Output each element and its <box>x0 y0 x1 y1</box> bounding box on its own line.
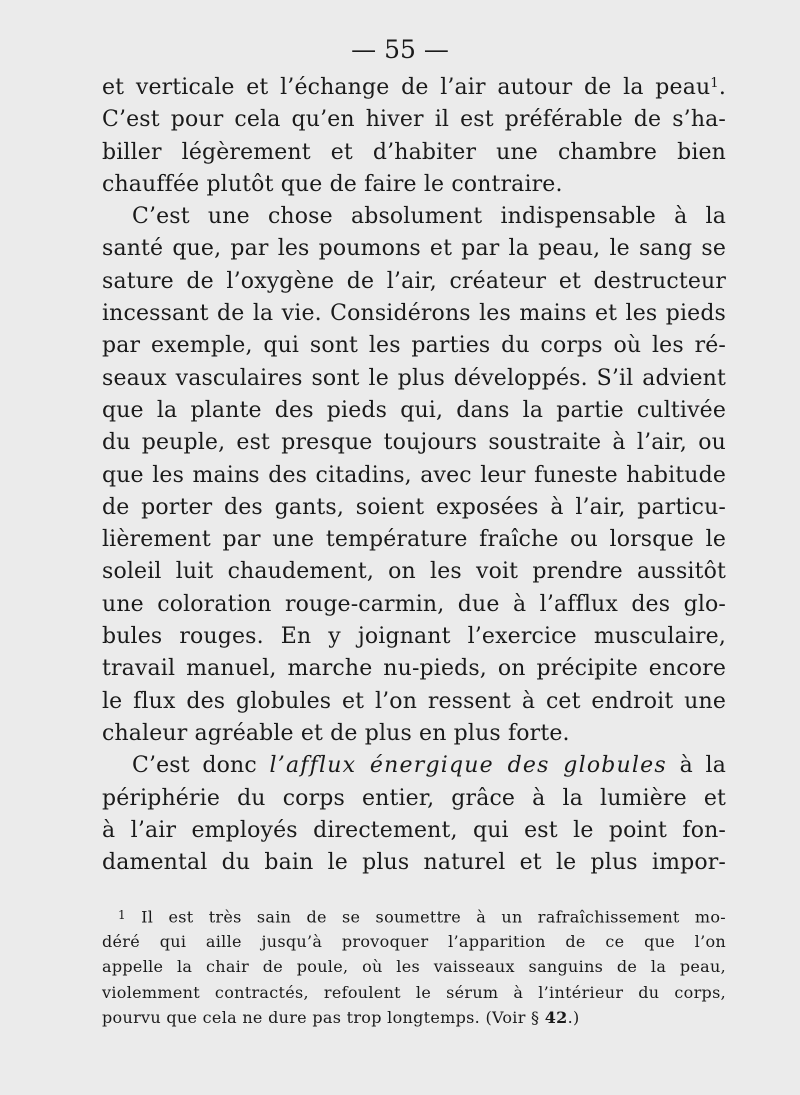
text-line: que la plante des pieds qui, dans la partie cultivée <box>102 397 726 423</box>
text-line: lièrement par une température fraîche ou lorsque le <box>102 527 726 553</box>
page-number: — 55 — <box>351 35 449 64</box>
text-line: seaux vasculaires sont le plus développés. S’il advient <box>102 365 726 391</box>
text-line: et verticale et l’échange de l’air autour de la peau$^1$. <box>102 75 726 100</box>
text-line: soleil luit chaudement, on les voit prendre aussitôt <box>102 559 726 585</box>
text-line: bules rouges. En y joignant l’exercice musculaire, <box>102 624 726 650</box>
text-line: chauffée plutôt que de faire le contraire. <box>102 171 563 197</box>
footnote-line: déré qui aille jusqu’à provoquer l’apparition de ce que l’on <box>102 931 726 951</box>
text-line: à l’air employés directement, qui est le point fon- <box>102 817 726 843</box>
text-line: périphérie du corps entier, grâce à la lumière et <box>102 785 726 811</box>
footnote-line: $^1$ Il est très sain de se soumettre à un rafraîchissement mo- <box>118 907 726 927</box>
text-line: de porter des gants, soient exposées à l’air, particu- <box>102 494 726 520</box>
footnote-line: appelle la chair de poule, où les vaisseaux sanguins de la peau, <box>102 957 726 976</box>
text-line: C’est pour cela qu’en hiver il est préférable de s’ha- <box>102 107 726 133</box>
text-line: damental du bain le plus naturel et le plus impor- <box>102 850 726 876</box>
section-reference: 42 <box>544 1008 568 1027</box>
text-line: travail manuel, marche nu-pieds, on précipite encore <box>102 656 726 682</box>
text-line: santé que, par les poumons et par la peau, le sang se <box>102 236 726 262</box>
footnote-number: 1 <box>118 908 126 922</box>
text-line: par exemple, qui sont les parties du corps où les ré- <box>102 333 726 359</box>
text-line: incessant de la vie. Considérons les mains et les pieds <box>102 301 726 327</box>
text-line: biller légèrement et d’habiter une chambre bien <box>102 139 726 165</box>
text-line: sature de l’oxygène de l’air, créateur et destructeur <box>102 268 726 294</box>
text-line: une coloration rouge-carmin, due à l’afflux des glo- <box>102 591 726 617</box>
footnote <box>102 903 726 1031</box>
text-line: du peuple, est presque toujours soustraite à l’air, ou <box>102 430 726 456</box>
body-text <box>102 72 726 879</box>
text-line: que les mains des citadins, avec leur funeste habitude <box>102 462 726 488</box>
emphasis-text: l’afflux énergique des globules <box>269 753 667 779</box>
text-line: C’est une chose absolument indispensable à la <box>132 204 726 230</box>
text-line: le flux des globules et l’on ressent à cet endroit une <box>102 688 726 714</box>
text-line: chaleur agréable et de plus en plus forte. <box>102 720 570 746</box>
footnote-line: pourvu que cela ne dure pas trop longtemps. (Voir § 42.) <box>102 1008 580 1027</box>
text-line: C’est donc l’afflux énergique des globules à la <box>132 753 726 779</box>
footnote-line: violemment contractés, refoulent le sérum à l’intérieur du corps, <box>102 982 726 1002</box>
footnote-reference: 1 <box>710 75 719 91</box>
